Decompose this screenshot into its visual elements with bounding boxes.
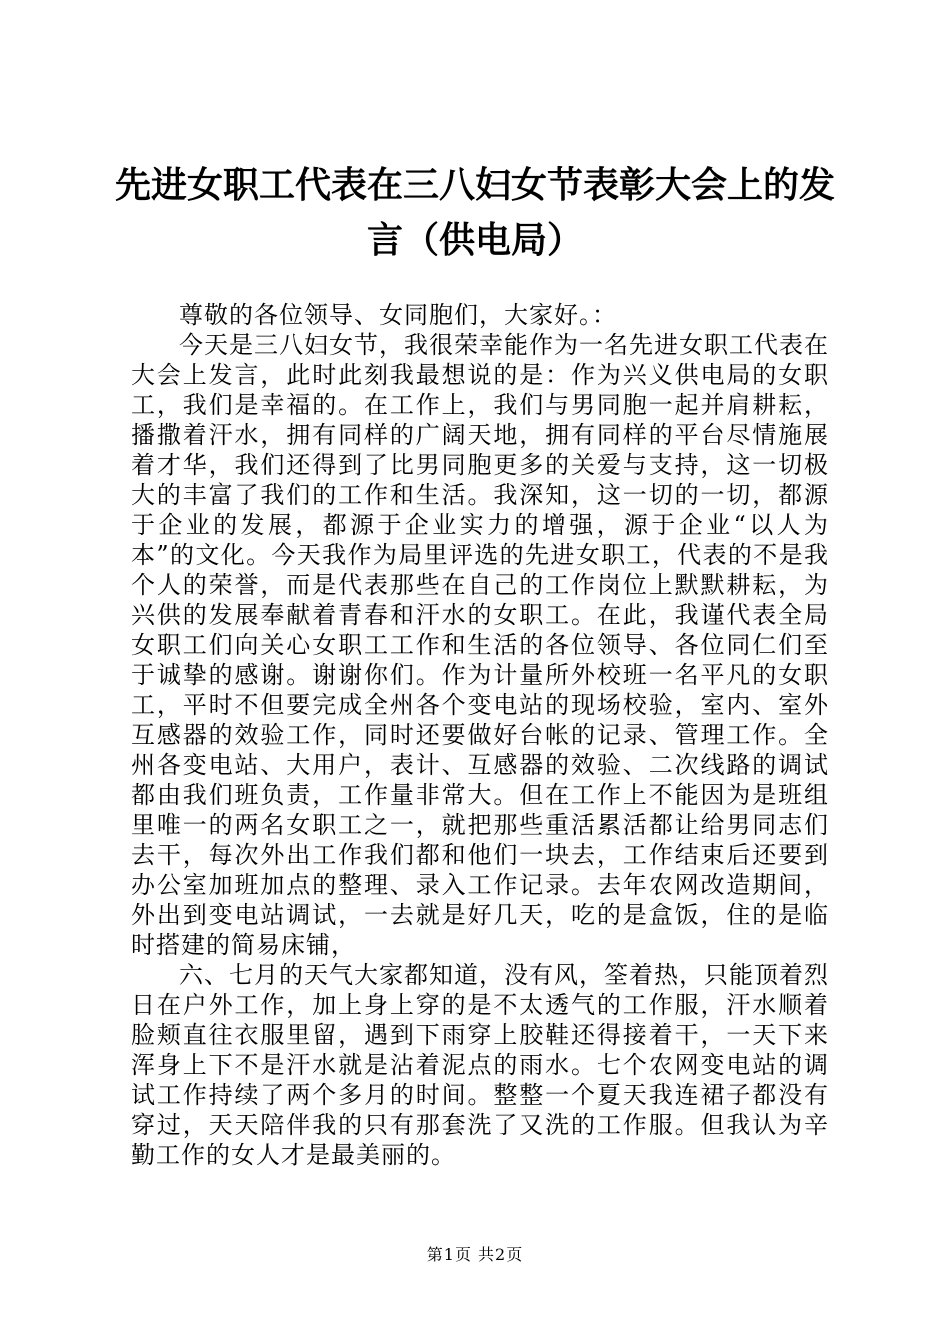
document-body	[131, 300, 829, 1170]
body-paragraph: 六、七月的天气大家都知道，没有风，筌着热，只能顶着烈日在户外工作，加上身上穿的是不太透气的工作服，汗水顺着脸颊直往衣服里留，遇到下雨穿上胶鞋还得接着干，一天下来浑身上下不是汗水就是沾着泥点的雨水。七个农网变电站的调试工作持续了两个多月的时间。整整一个夏天我连裙子都没有穿过，天天陪伴我的只有那套洗了又洗的工作服。但我认为辛勤工作的女人才是最美丽的。	[131, 961, 829, 1169]
document-title	[110, 160, 840, 265]
body-paragraph: 今天是三八妇女节，我很荣幸能作为一名先进女职工代表在大会上发言，此时此刻我最想说的是：作为兴义供电局的女职工，我们是幸福的。在工作上，我们与男同胞一起并肩耕耘，播撒着汗水，拥有同样的广阔天地，拥有同样的平台尽情施展着才华，我们还得到了比男同胞更多的关爱与支持，这一切极大的丰富了我们的工作和生活。我深知，这一切的一切，都源于企业的发展，都源于企业实力的增强，源于企业“以人为本”的文化。今天我作为局里评选的先进女职工，代表的不是我个人的荣誉，而是代表那些在自己的工作岗位上默默耕耘，为兴供的发展奉献着青春和汗水的女职工。在此，我谨代表全局女职工们向关心女职工工作和生活的各位领导、各位同仁们至于诚挚的感谢。谢谢你们。作为计量所外校班一名平凡的女职工，平时不但要完成全州各个变电站的现场校验，室内、室外互感器的效验工作，同时还要做好台帐的记录、管理工作。全州各变电站、大用户，表计、互感器的效验、二次线路的调试都由我们班负责，工作量非常大。但在工作上不能因为是班组里唯一的两名女职工之一，就把那些重活累活都让给男同志们去干，每次外出工作我们都和他们一块去，工作结束后还要到办公室加班加点的整理、录入工作记录。去年农网改造期间，外出到变电站调试，一去就是好几天，吃的是盒饭，住的是临时搭建的简易床铺，	[131, 331, 829, 959]
page-footer: 第1页 共2页	[426, 1245, 524, 1264]
salutation-paragraph: 尊敬的各位领导、女同胞们，大家好。：	[179, 301, 617, 329]
title-line-1: 先进女职工代表在三八妇女节表彰大会上的发	[114, 164, 835, 206]
title-line-2: 言（供电局）	[366, 219, 583, 261]
